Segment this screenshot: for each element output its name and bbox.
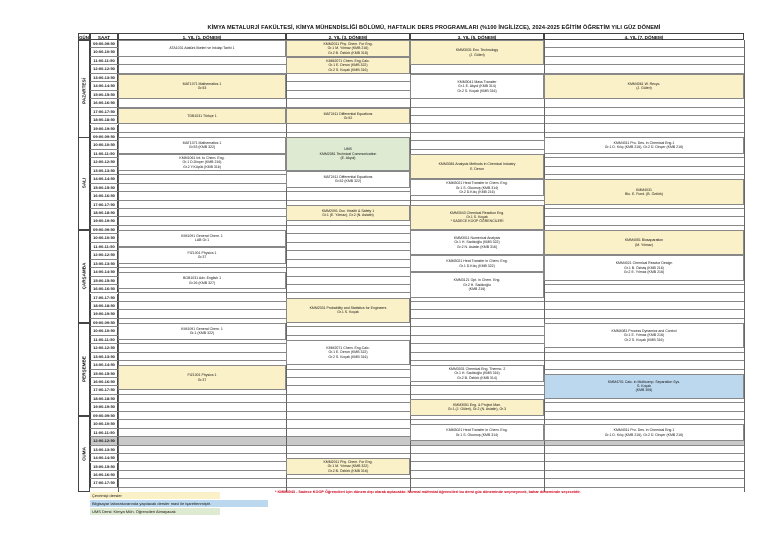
course-mon-y2-phychem: KMM2011 Phy. Chem. For Eng. Gr.1 M. Yılmaz (KMB 216) Gr.2 B. Öztürk (KMB 318) xyxy=(286,40,410,57)
time-row xyxy=(90,125,744,133)
time-row xyxy=(90,353,744,361)
time-row xyxy=(90,471,744,479)
course-mon-y1-turkce: TDB1031 Türkçe 1 xyxy=(118,108,286,125)
course-thu-y4-multicomp: KMM4701 Calc. in Multicomp. Separation Sys. S. Koçak (KMB 306) xyxy=(544,374,744,399)
time-row xyxy=(90,454,744,462)
time-row xyxy=(90,446,744,454)
time-slot: 17:00-17:50 xyxy=(90,108,118,115)
time-slot: 18:00-18:50 xyxy=(90,302,118,309)
time-slot: 17:00-17:50 xyxy=(90,386,118,393)
header-day: GÜN xyxy=(79,35,89,40)
time-slot: 10:00-10:50 xyxy=(90,420,118,427)
header-year-3: 3. YIL (5. DÖNEM) xyxy=(410,33,544,40)
time-slot: 10:00-10:50 xyxy=(90,234,118,241)
course-wed-y1-english: BGB1031 Adv. English 1 Gr.26 (KMB 327) xyxy=(118,272,286,289)
legend-ums: UMS Dersi: Kimya Müh. Öğrencileri Almayacak xyxy=(90,508,220,515)
time-slot: 13:00-13:50 xyxy=(90,353,118,360)
time-row xyxy=(90,310,744,318)
time-slot: 18:00-18:50 xyxy=(90,116,118,123)
time-slot: 11:00-11:50 xyxy=(90,57,118,64)
legend-online: Çevrimiçi dersler xyxy=(90,492,220,499)
course-tue-y3-analysis: KMM3081 Analysis Methods in Chemical Industry E. Derun xyxy=(410,154,544,179)
time-slot: 14:00-14:50 xyxy=(90,268,118,275)
course-tue-y1-intchem: KMM1061 Int. to Chem. Eng. Gr.1 D.Dinçer (KMB 216) Gr.2 Y.Küçük (KMB 316) xyxy=(118,154,286,171)
time-slot: 11:00-11:50 xyxy=(90,243,118,250)
course-thu-y4-procdyn: KMM4081 Process Dynamics and Control Gr.1 E. Yılmaz (KMB 216) Gr.2 S. Koçak (KMB 316) xyxy=(544,323,744,348)
time-slot: 11:00-11:50 xyxy=(90,150,118,157)
time-row xyxy=(90,463,744,471)
time-slot: 19:00-19:50 xyxy=(90,217,118,224)
time-slot: 15:00-15:50 xyxy=(90,370,118,377)
course-mon-y4-wrecyc: KMM4061 W. Recyc. (J. Güleri) xyxy=(544,74,744,99)
course-tue-y1-math: MAT1071 Mathematics 1 Gr.53 (KMB 322) xyxy=(118,137,286,154)
course-thu-y2-chemcalc: KMM2071 Chem. Eng.Calc. Gr.1 E. Derun (KMB 322) Gr.2 S. Koçak (KMB 316) xyxy=(286,340,410,365)
course-tue-y2-diffeq: MAT2411 Differential Equations Gr.52 (KMB 322) xyxy=(286,171,410,188)
time-slot: 14:00-14:50 xyxy=(90,175,118,182)
time-slot: 12:00-12:50 xyxy=(90,158,118,165)
time-slot: 18:00-18:50 xyxy=(90,395,118,402)
time-slot: 13:00-13:50 xyxy=(90,167,118,174)
page-title: KİMYA METALURJİ FAKÜLTESİ, KİMYA MÜHENDİSLİĞİ BÖLÜMÜ, HAFTALIK DERS PROGRAMLARI (%100 İNGİLİZCE), 2024-2025 EĞİTİM ÖĞRETİM YILI GÜZ DÖNEMİ xyxy=(207,25,661,31)
time-slot: 13:00-13:50 xyxy=(90,446,118,453)
column-divider xyxy=(744,40,745,492)
course-wed-y2-prob: KMM2031 Probability and Statistics for Engineers Gr.1 S. Koçak xyxy=(286,298,410,323)
time-slot: 10:00-10:50 xyxy=(90,141,118,148)
time-slot: 16:00-16:50 xyxy=(90,285,118,292)
time-slot: 15:00-15:50 xyxy=(90,184,118,191)
day-thursday: PERŞEMBE xyxy=(78,323,90,416)
time-slot: 19:00-19:50 xyxy=(90,310,118,317)
course-thu-y1-physics: FIZ1001 Physics 1 Gr.37 xyxy=(118,365,286,390)
course-wed-y3-heattransfer: KMM3021 Heat Transfer in Chem. Eng. Gr.1 D.Kılıç (KMB 322) xyxy=(410,255,544,272)
time-slot: 14:00-14:50 xyxy=(90,454,118,461)
course-wed-y1-genchem: KIM1091 General Chem. 1 LAB Gr.1 xyxy=(118,230,286,247)
time-slot: 16:00-16:50 xyxy=(90,192,118,199)
course-wed-y1-physics: FIZ1001 Physics 1 Gr.37 xyxy=(118,247,286,264)
time-slot: 11:00-11:50 xyxy=(90,429,118,436)
course-thu-y1-genchem: KIM1091 General Chem. 1 Gr.1 (KMB 322) xyxy=(118,323,286,340)
time-slot: 09:00-09:50 xyxy=(90,133,118,140)
time-slot: 16:00-16:50 xyxy=(90,99,118,106)
course-mon-y2-diffeq: MAT2411 Differential Equations Gr.52 xyxy=(286,108,410,125)
course-fri-y4-prodes: KMM4011 Pro. Des. in Chemical Eng.1 Gr.1 D. Kılıç (KMB 216), Gr.2 D. Dinçer (KMB 216) xyxy=(544,424,744,441)
time-slot: 16:00-16:50 xyxy=(90,378,118,385)
time-slot: 13:00-13:50 xyxy=(90,74,118,81)
course-mon-y2-chemcalc: KMM2071 Chem. Eng.Calc. Gr.1 E. Derun (KMB 322) Gr.2 S. Koçak (KMB 316) xyxy=(286,57,410,74)
course-tue-y2-ohs: KMM2091 Occ. Health & Safety 1 Gr.1 (E. Yılmaz), Gr.2 (N. Asiatin) xyxy=(286,205,410,222)
course-wed-y3-numerical: KMM3011 Numerical Analysis Gr.1 H. Sadıkoğlu (KMB 322) Gr.2 N. Asiatin (KMB 316) xyxy=(410,230,544,255)
footnote: * KMM3043 - Sadece KOOP Öğrencileri için dönem dışı olarak açılacaktır. Normal müfredat öğrencileri bu dersi güz döneminde seçmeyecek, bahar döneminde seçecektir. xyxy=(275,490,581,494)
course-thu-y3-thermo: KMM3031 Chemical Eng. Thermo. 2 Gr.1 H. Sadıkoğlu (KMB 316) Gr.2 B. Öztürk (KMB 314) xyxy=(410,365,544,382)
course-mon-y3-masstransfer: KMM3041 Mass Transfer Gr.1 E. Akyol (KMB 314) Gr.2 S. Koçak (KMB 316) xyxy=(410,74,544,99)
header-year-4: 4. YIL (7. DÖNEM) xyxy=(544,33,744,40)
time-slot: 09:00-09:50 xyxy=(90,40,118,47)
time-slot: 14:00-14:50 xyxy=(90,361,118,368)
course-wed-y4-reactor: KMM4021 Chemical Reactor Design Gr.1 B. Özbaş (KMB 216) Gr.2 E. Yılmaz (KMB 216) xyxy=(544,255,744,280)
time-slot: 10:00-10:50 xyxy=(90,327,118,334)
time-slot: 09:00-09:50 xyxy=(90,412,118,419)
time-slot: 12:00-12:50 xyxy=(90,251,118,258)
course-tue-y4-prodes: KMM4011 Pro. Des. in Chemical Eng.1 Gr.1 D. Kılıç (KMB 216), Gr.2 D. Dinçer (KMB 216) xyxy=(544,137,744,154)
time-slot: 12:00-12:50 xyxy=(90,344,118,351)
course-tue-y3-reaction: KMM3043 Chemical Reaction Eng. Gr.1 S. Koçak * SADECE KOOP ÖĞRENCİLERİ xyxy=(410,205,544,230)
time-slot: 13:00-13:50 xyxy=(90,260,118,267)
time-slot: 17:00-17:50 xyxy=(90,201,118,208)
course-mon-y1-math: MAT1071 Mathematics 1 Gr.53 xyxy=(118,74,286,99)
time-slot: 15:00-15:50 xyxy=(90,463,118,470)
time-slot: 09:00-09:50 xyxy=(90,319,118,326)
course-wed-y3-opt: KMM3121 Opt. in Chem. Eng. Gr.2 H. Sadıkoğlu (KMB 216) xyxy=(410,272,544,297)
day-wednesday: ÇARŞAMBA xyxy=(78,230,90,323)
time-row xyxy=(90,302,744,310)
time-slot: 12:00-12:50 xyxy=(90,65,118,72)
legend-lab: Bilgisayar laboratuvarında yapılacak dersler mavi ile işaretlenmiştir. xyxy=(90,500,268,507)
header-year-1: 1. YIL (1. DÖNEM) xyxy=(118,33,286,40)
day-tuesday: SALI xyxy=(78,137,90,230)
header-time: SAAT xyxy=(90,33,118,40)
course-tue-y2-techcomm: UMS KMM2081 Technical Communication (E. Akyol) xyxy=(286,137,410,171)
time-slot: 19:00-19:50 xyxy=(90,403,118,410)
course-thu-y3-projman: KMM3051 Eng. & Project Man. Gr.1 (J. Güleri), Gr.2 (N. Asiatin), Gr.3 xyxy=(410,399,544,416)
course-tue-y3-heattransfer: KMM3021 Heat Transfer in Chem. Eng. Gr.1 S. Okumuş (KMB 314) Gr.2 D.Kılıç (KMB 216) xyxy=(410,179,544,196)
course-wed-y4-biosep: KMM4051 Biosaparation (M. Yılmaz) xyxy=(544,230,744,255)
time-row xyxy=(90,65,744,73)
time-slot: 12:00-12:50 xyxy=(90,437,118,444)
time-slot: 11:00-11:50 xyxy=(90,336,118,343)
course-fri-y3-heattransfer: KMM3021 Heat Transfer in Chem. Eng. Gr.1 S. Okumuş (KMB 314) xyxy=(410,424,544,441)
course-fri-y2-phychem: KMM2011 Phy. Chem. For Eng. Gr.1 M. Yılmaz (KMB 322) Gr.2 B. Öztürk (KMB 316) xyxy=(286,458,410,475)
time-slot: 16:00-16:50 xyxy=(90,471,118,478)
time-slot: 09:00-09:50 xyxy=(90,226,118,233)
time-row xyxy=(90,479,744,487)
time-slot: 15:00-15:50 xyxy=(90,91,118,98)
course-tue-y4-bio: KMM4031 Bio. E. Fund. (B. Öztürk) xyxy=(544,179,744,204)
day-friday: CUMA xyxy=(78,416,90,492)
course-mon-y1-ata: ATA1031 Atatürk İlkeleri ve İnkılap Tarihi 1 xyxy=(118,40,286,57)
time-row xyxy=(90,99,744,107)
time-slot: 14:00-14:50 xyxy=(90,82,118,89)
time-slot: 19:00-19:50 xyxy=(90,125,118,132)
time-slot: 10:00-10:50 xyxy=(90,48,118,55)
time-slot: 15:00-15:50 xyxy=(90,277,118,284)
time-slot: 17:00-17:50 xyxy=(90,479,118,486)
day-monday: PAZARTESİ xyxy=(78,40,90,141)
header-year-2: 2. YIL (3. DÖNEM) xyxy=(286,33,410,40)
course-mon-y3-envtech: KMM3031 Env. Technology (J. Güleri) xyxy=(410,40,544,65)
time-slot: 18:00-18:50 xyxy=(90,209,118,216)
time-slot: 17:00-17:50 xyxy=(90,294,118,301)
